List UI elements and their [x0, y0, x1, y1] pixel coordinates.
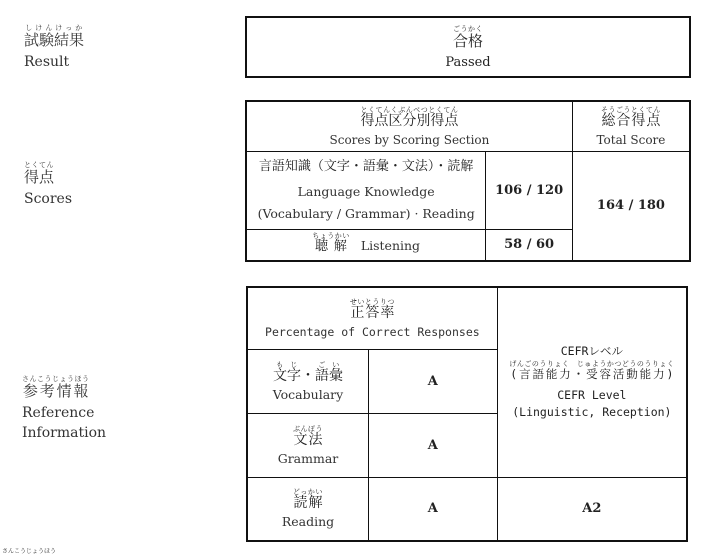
vocabulary-grade: A	[368, 349, 497, 413]
reading-ruby: どっかい	[293, 488, 323, 497]
language-knowledge-en-2: (Vocabulary / Grammar) · Reading	[257, 206, 475, 221]
reference-label-ruby: さんこうじょうほう	[22, 375, 90, 383]
grammar-cell	[247, 413, 368, 477]
result-label-en: Result	[24, 54, 70, 70]
scores-label-ruby: とくてん	[24, 161, 55, 169]
section-header-en: Scores by Scoring Section	[329, 132, 490, 147]
listening-score: 58 / 60	[486, 229, 573, 261]
correct-header-ruby: せいとうりつ	[349, 297, 395, 306]
cefr-header-ja-2: (言語能力・受容活動能力)	[509, 367, 675, 382]
total-header-ruby: そうごうとくてん	[600, 105, 661, 114]
total-header-en: Total Score	[596, 132, 666, 147]
cefr-header-en-2: (Linguistic, Reception)	[512, 405, 672, 420]
cefr-header-en-1: CEFR Level	[557, 388, 627, 403]
result-value-ruby: ごうかく	[452, 24, 483, 33]
grammar-ja: 文法	[292, 431, 323, 448]
cefr-level: A2	[497, 477, 687, 541]
vocabulary-ruby: もじ ごい	[272, 360, 343, 369]
correct-header-ja: 正答率	[349, 304, 395, 321]
language-knowledge-cell	[246, 151, 486, 229]
grammar-grade: A	[368, 413, 497, 477]
scores-table	[245, 100, 691, 262]
result-box	[245, 16, 691, 78]
total-header-cell	[572, 101, 690, 151]
listening-cell	[246, 229, 486, 261]
reading-cell	[247, 477, 368, 541]
section-header-cell	[246, 101, 572, 151]
listening-ja: 聴解	[312, 239, 350, 255]
reference-label-ja: 参考情報	[22, 382, 90, 400]
reference-table	[246, 286, 688, 542]
vocabulary-ja: 文字・語彙	[272, 367, 343, 384]
scores-label	[24, 161, 72, 207]
result-value-ja: 合格	[452, 31, 483, 50]
vocabulary-en: Vocabulary	[272, 386, 344, 402]
language-knowledge-score: 106 / 120	[486, 151, 573, 229]
result-label-ruby: しけんけっか	[24, 24, 85, 32]
section-header-ruby: とくてんくぶんべつとくてん	[360, 105, 459, 114]
vocabulary-cell	[247, 349, 368, 413]
listening-ruby: ちょうかい	[312, 232, 350, 241]
total-header-ja: 総合得点	[600, 112, 661, 129]
reference-label	[22, 375, 106, 441]
reading-ja: 読解	[293, 495, 323, 512]
listening-en: Listening	[360, 238, 421, 254]
grammar-en: Grammar	[277, 450, 339, 466]
language-knowledge-en-1: Language Knowledge	[297, 184, 435, 199]
scores-label-en: Scores	[24, 191, 73, 207]
cefr-header-ja-1: CEFRレベル	[560, 344, 623, 359]
cefr-header-ja-2-ruby: げんごのうりょく じゅようかつどうのうりょく	[509, 360, 675, 369]
footer-ruby-text: さんこうじょうほう	[2, 548, 57, 555]
reading-en: Reading	[281, 514, 335, 530]
result-cell	[246, 17, 690, 77]
result-value-en: Passed	[445, 54, 491, 70]
language-knowledge-ja: 言語知識（文字・語彙・文法）・読解	[258, 159, 474, 174]
reference-label-en-1: Reference	[22, 405, 95, 421]
cefr-header-cell	[497, 287, 687, 477]
correct-header-cell	[247, 287, 497, 349]
result-label	[24, 24, 84, 70]
grammar-ruby: ぶんぽう	[292, 424, 323, 433]
total-score: 164 / 180	[572, 151, 690, 261]
section-header-ja: 得点区分別得点	[360, 112, 459, 129]
correct-header-en: Percentage of Correct Responses	[265, 324, 480, 339]
reference-label-en-2: Information	[22, 425, 107, 441]
result-label-ja: 試験結果	[24, 31, 85, 49]
reading-grade: A	[368, 477, 497, 541]
scores-label-ja: 得点	[24, 168, 55, 186]
